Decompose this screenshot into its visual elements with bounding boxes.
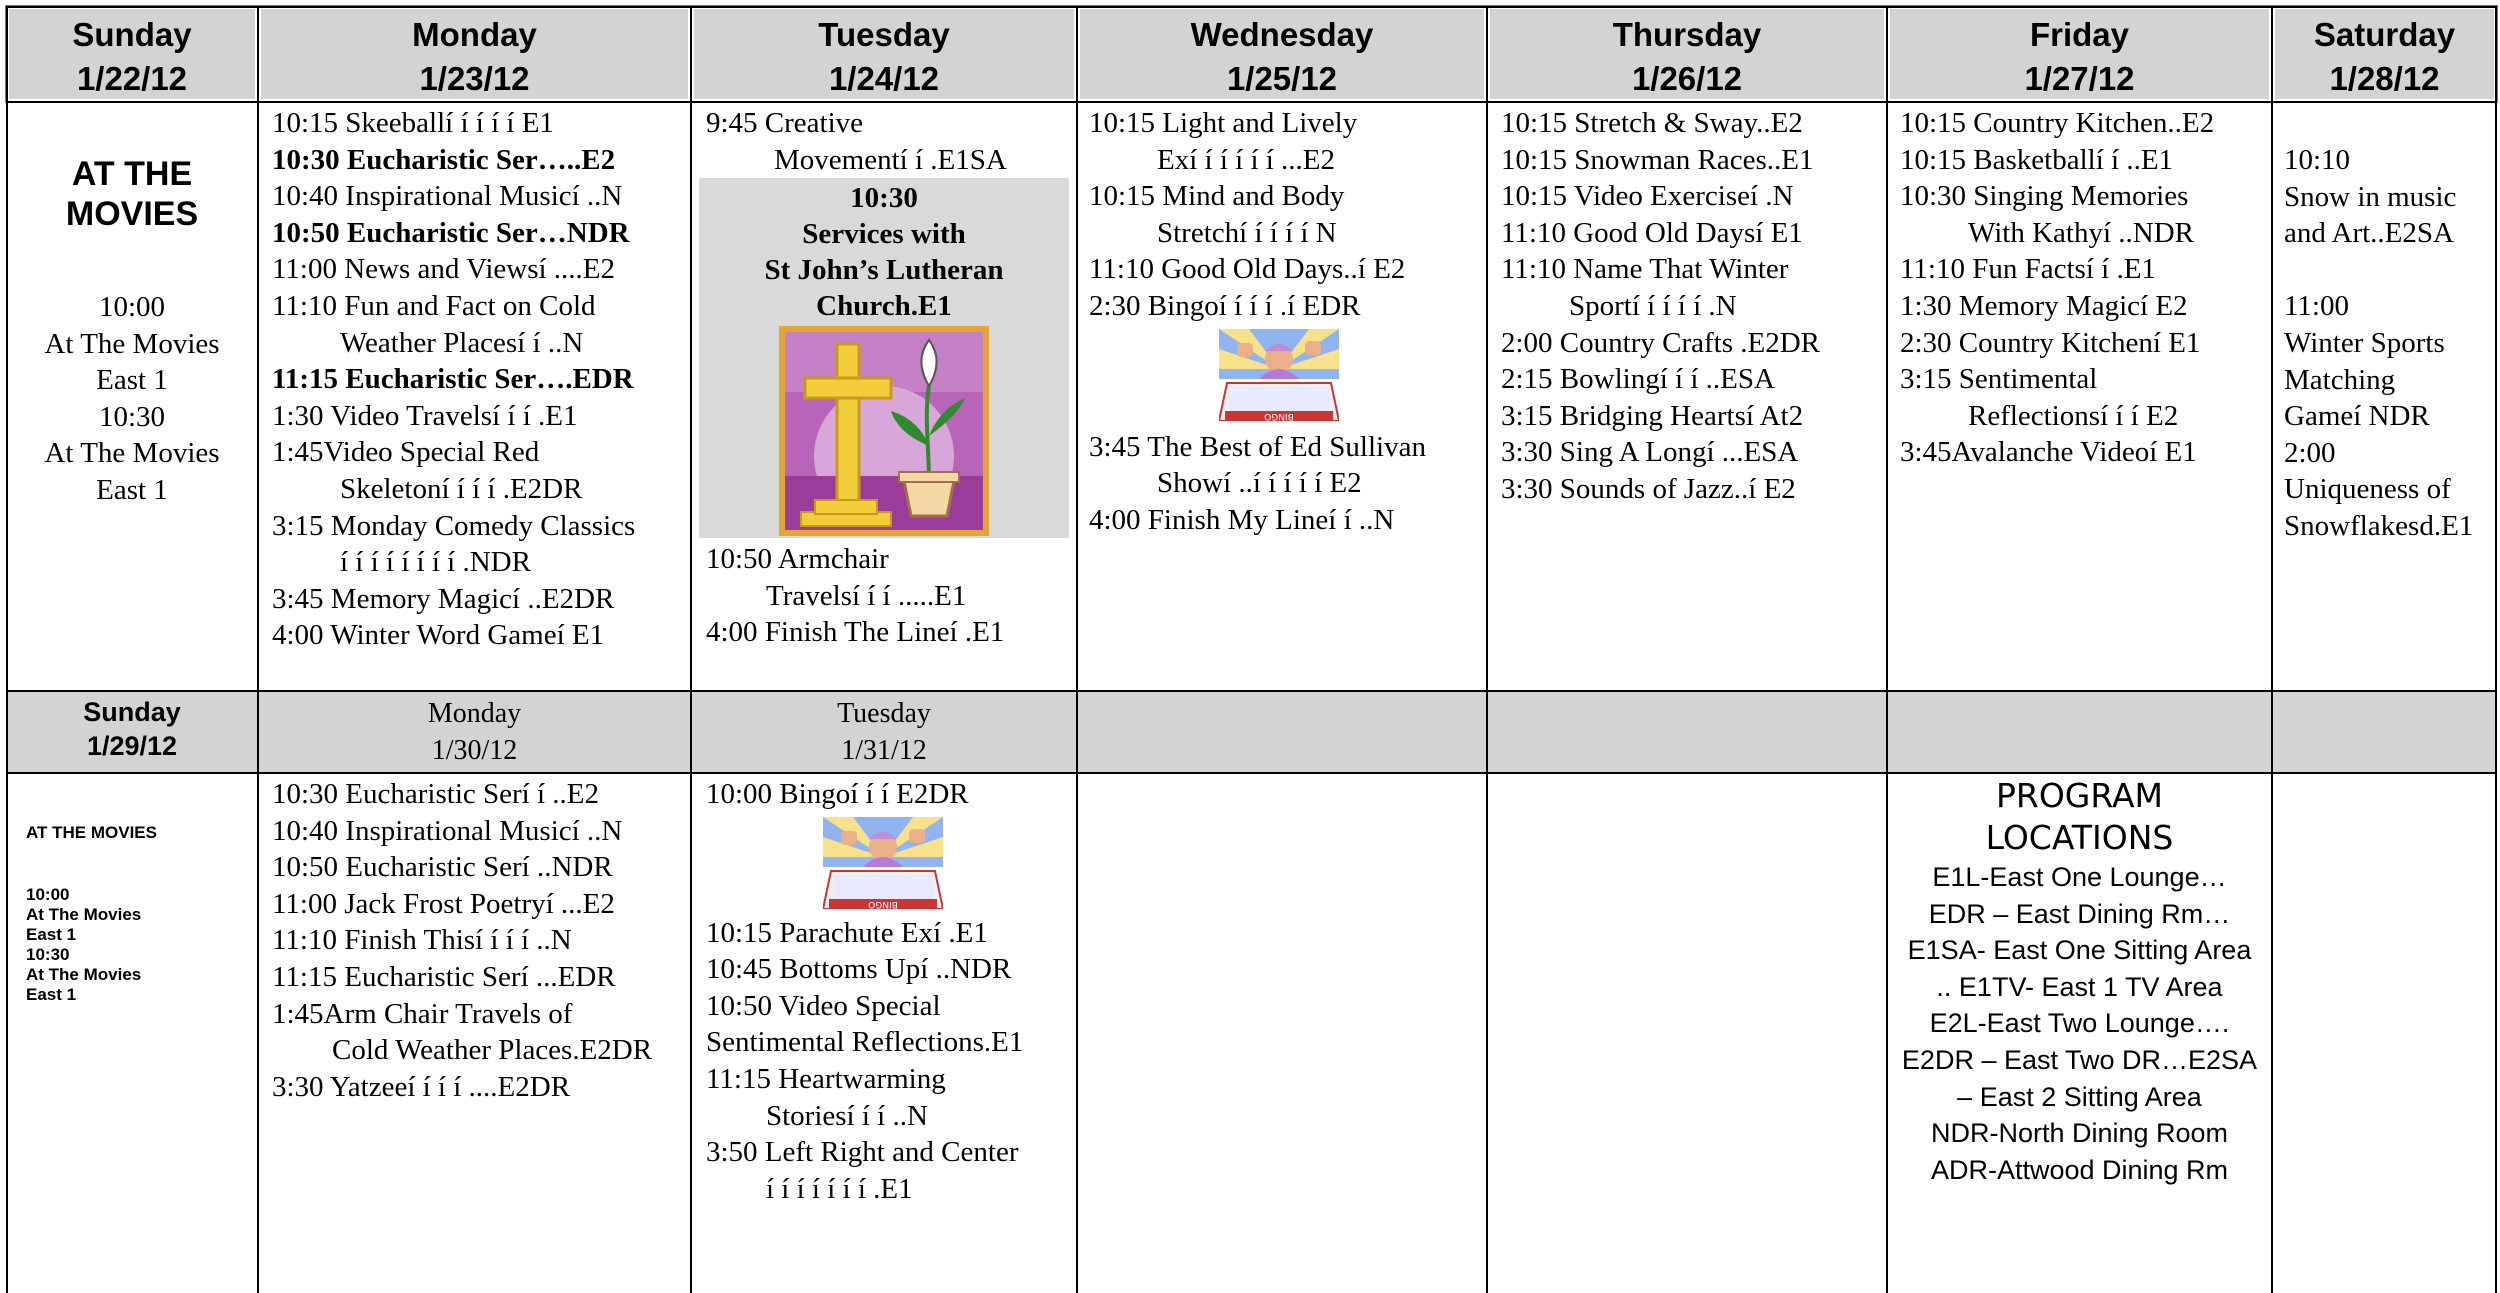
schedule-line: 10:40 Inspirational Musicí ..N xyxy=(272,180,623,213)
service-line: St John’s Lutheran xyxy=(764,254,1004,287)
schedule-line: 1:45Video Special Red xyxy=(272,436,540,469)
svg-text:BINGO: BINGO xyxy=(1264,410,1294,421)
schedule-line: 1:30 Video Travelsí í í .E1 xyxy=(272,399,578,432)
grid-line xyxy=(6,772,2497,774)
schedule-line: 3:15 Bridging Heartsí At2 xyxy=(1501,399,1804,432)
grid-line xyxy=(690,6,692,1293)
date-label: 1/27/12 xyxy=(2024,60,2135,97)
header-thursday-2 xyxy=(1487,691,1887,773)
schedule-line: 10:30 Eucharistic Ser…..E2 xyxy=(272,143,616,176)
schedule-line: 10:15 Stretch & Sway..E2 xyxy=(1501,107,1803,139)
movies-schedule xyxy=(6,885,258,1005)
thursday-1-body xyxy=(1487,102,1887,691)
saturday-2-body xyxy=(2272,773,2497,1293)
schedule-line: 3:45 Memory Magicí ..E2DR xyxy=(272,582,615,615)
schedule-line: Stretchí í í í í N xyxy=(1157,216,1337,249)
schedule-line: 4:00 Finish My Lineí í ..N xyxy=(1089,503,1395,536)
schedule-line: 10:10 xyxy=(2284,144,2351,176)
grid-line xyxy=(1486,6,1488,1293)
cross-and-lily-icon xyxy=(779,326,989,536)
schedule-line: í í í í í í í .E1 xyxy=(766,1172,913,1205)
date-label: 1/25/12 xyxy=(1226,60,1338,97)
location-line: EDR – East Dining Rm… xyxy=(1928,898,2231,929)
schedule-line: 3:30 Yatzeeí í í í ....E2DR xyxy=(272,1070,571,1103)
schedule-line: East 1 xyxy=(26,985,77,1004)
header-sunday-2 xyxy=(6,691,258,773)
header-wednesday-2 xyxy=(1077,691,1487,773)
day-label: Wednesday xyxy=(1190,16,1374,53)
schedule-line xyxy=(2284,252,2497,289)
movies-schedule xyxy=(6,286,258,509)
location-line: .. E1TV- East 1 TV Area xyxy=(1936,971,2223,1002)
schedule-line: Sportí í í í í .N xyxy=(1569,289,1737,322)
svg-text:BINGO: BINGO xyxy=(868,898,898,909)
schedule-line: 2:00 xyxy=(2284,436,2336,469)
schedule-line: Exí í í í í í ...E2 xyxy=(1157,143,1336,176)
wednesday-1-bottom xyxy=(1077,421,1487,539)
grid-line xyxy=(6,690,2497,692)
day-label: Tuesday xyxy=(818,16,950,53)
tuesday-2-top xyxy=(691,773,1077,813)
header-saturday-1 xyxy=(2272,6,2497,102)
header-saturday-2 xyxy=(2272,691,2497,773)
schedule-line: East 1 xyxy=(26,925,77,944)
location-line: E2L-East Two Lounge…. xyxy=(1929,1008,2230,1039)
lutheran-service-block xyxy=(699,178,1069,538)
schedule-line: 3:15 Monday Comedy Classics xyxy=(272,509,636,542)
schedule-line: Winter Sports xyxy=(2284,326,2445,359)
schedule-line: Sentimental Reflections.E1 xyxy=(706,1026,1024,1059)
header-monday-1 xyxy=(258,6,691,102)
schedule-line: í í í í í í í í .NDR xyxy=(340,546,531,579)
schedule-line: Showí ..í í í í í E2 xyxy=(1157,467,1362,500)
monday-2-body xyxy=(258,773,691,1293)
date-label: 1/26/12 xyxy=(1631,60,1743,97)
schedule-line: 10:45 Bottoms Upí ..NDR xyxy=(706,953,1012,986)
date-label: 1/31/12 xyxy=(841,735,927,766)
grid-line xyxy=(6,6,8,1293)
schedule-line: 10:50 Armchair xyxy=(706,543,889,576)
day-label: Saturday xyxy=(2313,16,2456,53)
schedule-line: 10:00 xyxy=(26,885,70,904)
schedule-line: Cold Weather Places.E2DR xyxy=(332,1034,653,1067)
wednesday-2-body xyxy=(1077,773,1487,1293)
day-label: Monday xyxy=(427,698,522,729)
schedule-line: Uniqueness of xyxy=(2284,473,2451,506)
schedule-line: 3:45Avalanche Videoí E1 xyxy=(1900,436,2197,469)
date-label: 1/29/12 xyxy=(86,731,178,761)
thursday-2-body xyxy=(1487,773,1887,1293)
schedule-line: 11:15 Heartwarming xyxy=(706,1062,946,1095)
schedule-line: 10:15 Parachute Exí .E1 xyxy=(706,916,988,949)
schedule-line: 10:15 Snowman Races..E1 xyxy=(1501,143,1814,176)
schedule-line: 2:00 Country Crafts .E2DR xyxy=(1501,326,1820,359)
schedule-line: 11:00 Jack Frost Poetryí ...E2 xyxy=(272,887,615,920)
date-label: 1/22/12 xyxy=(76,60,188,97)
schedule-line: 10:15 Skeeballí í í í í E1 xyxy=(272,107,554,139)
bingo-player-icon xyxy=(823,817,943,909)
schedule-line: With Kathyí ..NDR xyxy=(1968,216,2194,249)
day-label: Tuesday xyxy=(837,698,931,729)
schedule-line: 3:30 Sing A Longí ...ESA xyxy=(1501,436,1799,469)
schedule-line: Storiesí í í ..N xyxy=(766,1099,928,1132)
schedule-line: At The Movies xyxy=(44,327,220,360)
saturday-1-body xyxy=(2272,102,2497,691)
header-monday-2 xyxy=(258,691,691,773)
schedule-line: 11:10 Fun and Fact on Cold xyxy=(272,289,596,322)
schedule-line: 2:15 Bowlingí í í ..ESA xyxy=(1501,363,1775,396)
date-label: 1/24/12 xyxy=(828,60,940,97)
location-line: E1SA- East One Sitting Area xyxy=(1907,935,2252,966)
location-line: E2DR – East Two DR…E2SA xyxy=(1901,1044,2258,1075)
header-thursday-1 xyxy=(1487,6,1887,102)
day-label: Sunday xyxy=(83,697,181,727)
schedule-line: 11:15 Eucharistic Ser….EDR xyxy=(272,363,634,396)
friday-1-body xyxy=(1887,102,2272,691)
header-friday-1 xyxy=(1887,6,2272,102)
schedule-line: 10:15 Video Exerciseí .N xyxy=(1501,180,1794,213)
schedule-line: 4:00 Finish The Lineí .E1 xyxy=(706,616,1005,649)
movies-title-line2: MOVIES xyxy=(65,195,199,233)
day-label: Sunday xyxy=(72,16,192,53)
wednesday-1-body xyxy=(1077,102,1487,691)
monday-1-body xyxy=(258,102,691,691)
schedule-line: Movementí í .E1SA xyxy=(774,143,1007,176)
schedule-line: 2:30 Bingoí í í í .í EDR xyxy=(1089,289,1361,322)
schedule-line: 4:00 Winter Word Gameí E1 xyxy=(272,619,605,652)
day-label: Thursday xyxy=(1612,16,1762,53)
schedule-line: Skeletoní í í í .E2DR xyxy=(340,472,583,505)
tuesday-1-body xyxy=(691,102,1077,691)
schedule-line: 1:30 Memory Magicí E2 xyxy=(1900,289,2188,322)
program-locations xyxy=(1887,775,2272,1188)
schedule-line: At The Movies xyxy=(26,965,142,984)
grid-line xyxy=(1886,6,1888,1293)
schedule-line: Gameí NDR xyxy=(2284,400,2430,433)
movies-title-line1: AT THE xyxy=(71,155,193,193)
schedule-line: 11:10 Good Old Days..í E2 xyxy=(1089,253,1406,286)
schedule-line: East 1 xyxy=(96,364,168,397)
schedule-line: 10:15 Light and Lively xyxy=(1089,107,1358,139)
friday-2-body xyxy=(1887,773,2272,1293)
schedule-line: 11:10 Finish Thisí í í í ..N xyxy=(272,924,572,957)
wednesday-1-top xyxy=(1077,102,1487,325)
schedule-line: 10:15 Mind and Body xyxy=(1089,180,1345,213)
schedule-line: At The Movies xyxy=(44,437,220,470)
tuesday-1-bottom xyxy=(691,538,1077,651)
schedule-line: 2:30 Country Kitchení E1 xyxy=(1900,326,2201,359)
grid-line xyxy=(6,6,2497,8)
schedule-line: 3:50 Left Right and Center xyxy=(706,1136,1019,1169)
schedule-line: 10:30 Singing Memories xyxy=(1900,180,2189,213)
schedule-line: 10:40 Inspirational Musicí ..N xyxy=(272,814,623,847)
schedule-line: Travelsí í í .....E1 xyxy=(766,579,967,612)
program-locations-title1: PROGRAM xyxy=(1995,776,2163,815)
schedule-line: 11:00 xyxy=(2284,290,2349,323)
service-line: Church.E1 xyxy=(816,290,952,323)
service-line: 10:30 xyxy=(850,182,918,215)
schedule-line: 3:15 Sentimental xyxy=(1900,363,2098,396)
schedule-line: 10:50 Eucharistic Ser…NDR xyxy=(272,216,630,249)
grid-line xyxy=(1076,6,1078,1293)
schedule-line: 10:00 xyxy=(98,291,166,323)
day-label: Friday xyxy=(2029,16,2130,53)
schedule-line: 10:30 xyxy=(98,400,166,433)
schedule-line: Weather Placesí í ..N xyxy=(340,326,584,359)
header-tuesday-1 xyxy=(691,6,1077,102)
date-label: 1/23/12 xyxy=(419,60,530,97)
schedule-line: 3:30 Sounds of Jazz..í E2 xyxy=(1501,472,1796,505)
schedule-line: Snow in music xyxy=(2284,180,2457,213)
grid-line xyxy=(6,101,2497,103)
schedule-line: 10:15 Basketballí í ..E1 xyxy=(1900,143,2174,176)
date-label: 1/30/12 xyxy=(431,735,518,766)
schedule-line: 10:30 xyxy=(26,945,70,964)
location-line: ADR-Attwood Dining Rm xyxy=(1930,1154,2229,1185)
schedule-line: At The Movies xyxy=(26,905,142,924)
schedule-line: 1:45Arm Chair Travels of xyxy=(272,997,573,1030)
schedule-line: 11:10 Good Old Daysí E1 xyxy=(1501,216,1803,249)
header-sunday-1 xyxy=(6,6,258,102)
sunday-2-body xyxy=(6,773,258,1293)
schedule-line: 11:00 News and Viewsí ....E2 xyxy=(272,253,616,286)
schedule-line: 10:15 Country Kitchen..E2 xyxy=(1900,107,2215,139)
schedule-line: 11:10 Name That Winter xyxy=(1501,253,1789,286)
header-friday-2 xyxy=(1887,691,2272,773)
movies-title: AT THE MOVIES xyxy=(26,823,157,842)
tuesday-2-bottom xyxy=(691,909,1077,1208)
schedule-line: and Art..E2SA xyxy=(2284,217,2454,250)
schedule-line: 3:45 The Best of Ed Sullivan xyxy=(1089,430,1426,463)
schedule-line: 10:30 Eucharistic Serí í ..E2 xyxy=(272,778,599,810)
location-line: – East 2 Sitting Area xyxy=(1957,1081,2202,1112)
header-wednesday-1 xyxy=(1077,6,1487,102)
schedule-line: East 1 xyxy=(96,473,168,506)
program-locations-title2: LOCATIONS xyxy=(1985,818,2174,857)
tuesday-1-top xyxy=(691,102,1077,178)
grid-line xyxy=(2495,6,2497,1293)
service-line: Services with xyxy=(802,218,966,251)
schedule-line: 10:50 Video Special xyxy=(706,989,941,1022)
date-label: 1/28/12 xyxy=(2329,60,2440,97)
location-line: NDR-North Dining Room xyxy=(1930,1118,2229,1149)
sunday-1-body xyxy=(6,102,258,691)
schedule-line: 9:45 Creative xyxy=(706,107,864,139)
schedule-line: 11:10 Fun Factsí í .E1 xyxy=(1900,253,2156,286)
day-label: Monday xyxy=(412,16,537,53)
schedule-line: 11:15 Eucharistic Serí ...EDR xyxy=(272,960,616,993)
tuesday-2-body xyxy=(691,773,1077,1293)
grid-line xyxy=(257,6,259,1293)
schedule-line: Matching xyxy=(2284,363,2396,396)
location-line: E1L-East One Lounge… xyxy=(1932,862,2227,892)
schedule-line: 10:50 Eucharistic Serí ..NDR xyxy=(272,851,613,884)
schedule-line: 10:00 Bingoí í í E2DR xyxy=(706,778,969,810)
header-tuesday-2 xyxy=(691,691,1077,773)
bingo-player-icon xyxy=(1219,329,1339,421)
schedule-line: Snowflakesd.E1 xyxy=(2284,509,2474,542)
schedule-line: Reflectionsí í í E2 xyxy=(1968,399,2179,432)
grid-line xyxy=(2271,6,2273,1293)
